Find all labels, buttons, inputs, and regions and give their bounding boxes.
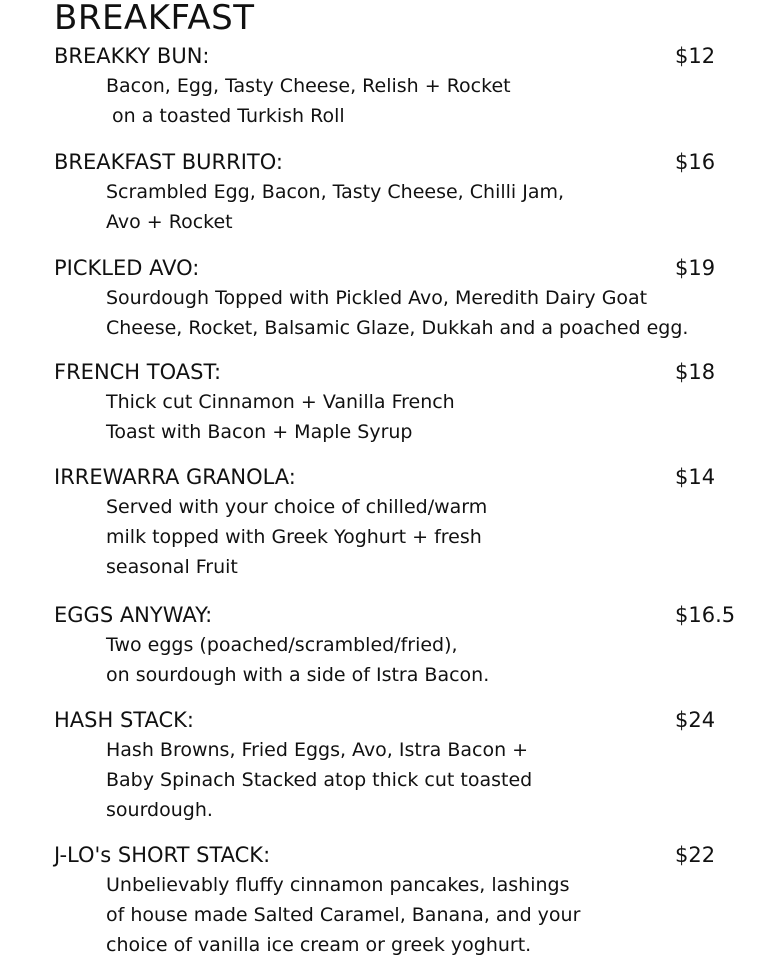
- item-description: [106, 387, 746, 447]
- menu-title: BREAKFAST: [54, 0, 255, 38]
- description-line: on a toasted Turkish Roll: [106, 105, 345, 127]
- description-line: sourdough.: [106, 799, 213, 821]
- description-line: Toast with Bacon + Maple Syrup: [106, 421, 413, 443]
- item-name: IRREWARRA GRANOLA:: [54, 465, 296, 489]
- description-line: of house made Salted Caramel, Banana, and your: [106, 904, 581, 926]
- description-line: Hash Browns, Fried Eggs, Avo, Istra Bacon +: [106, 739, 529, 761]
- item-description: [106, 492, 746, 582]
- item-name: PICKLED AVO:: [54, 256, 200, 280]
- description-line: Served with your choice of chilled/warm: [106, 496, 488, 518]
- item-description: [106, 283, 746, 343]
- item-name: EGGS ANYWAY:: [54, 603, 213, 627]
- item-price: $16: [675, 150, 716, 174]
- description-line: Cheese, Rocket, Balsamic Glaze, Dukkah and a poached egg.: [106, 317, 689, 339]
- item-name: BREAKKY BUN:: [54, 44, 210, 68]
- item-price: $22: [675, 843, 716, 867]
- item-description: [106, 177, 746, 237]
- description-line: Thick cut Cinnamon + Vanilla French: [106, 391, 455, 413]
- item-price: $24: [675, 708, 716, 732]
- item-price: $18: [675, 360, 716, 384]
- description-line: Avo + Rocket: [106, 211, 233, 233]
- item-description: [106, 71, 746, 131]
- item-price: $12: [675, 44, 716, 68]
- item-description: [106, 630, 746, 690]
- item-description: [106, 735, 746, 825]
- description-line: seasonal Fruit: [106, 556, 238, 578]
- item-price: $14: [675, 465, 716, 489]
- description-line: Sourdough Topped with Pickled Avo, Meredith Dairy Goat: [106, 287, 648, 309]
- description-line: choice of vanilla ice cream or greek yoghurt.: [106, 934, 532, 956]
- item-name: HASH STACK:: [54, 708, 194, 732]
- description-line: Bacon, Egg, Tasty Cheese, Relish + Rocket: [106, 75, 511, 97]
- description-line: on sourdough with a side of Istra Bacon.: [106, 664, 490, 686]
- description-line: Two eggs (poached/scrambled/fried),: [106, 634, 458, 656]
- item-name: BREAKFAST BURRITO:: [54, 150, 283, 174]
- description-line: milk topped with Greek Yoghurt + fresh: [106, 526, 482, 548]
- item-name: J-LO's SHORT STACK:: [54, 843, 271, 867]
- description-line: Baby Spinach Stacked atop thick cut toasted: [106, 769, 533, 791]
- item-name: FRENCH TOAST:: [54, 360, 222, 384]
- item-description: [106, 870, 746, 960]
- description-line: Scrambled Egg, Bacon, Tasty Cheese, Chilli Jam,: [106, 181, 565, 203]
- item-price: $16.5: [675, 603, 736, 627]
- description-line: Unbelievably fluffy cinnamon pancakes, lashings: [106, 874, 570, 896]
- item-price: $19: [675, 256, 716, 280]
